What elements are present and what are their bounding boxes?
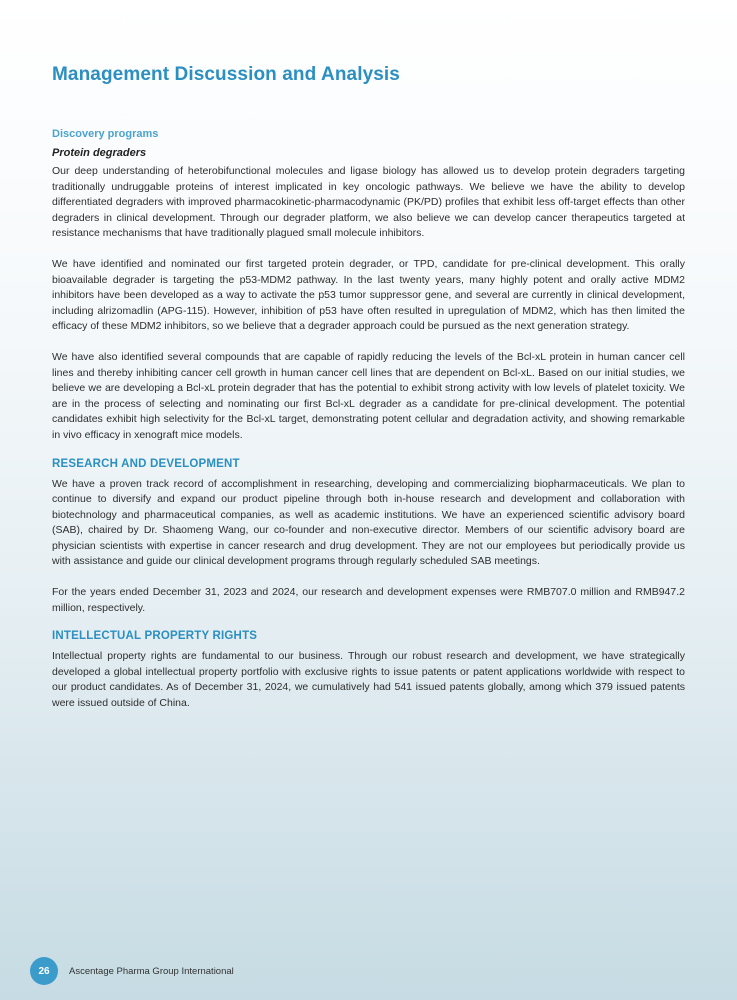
research-paragraph: We have a proven track record of accomplishment in researching, developing and commercializing biopharmaceuticals. We plan to continue to diversify and expand our product pipeline through both in-house research and development and collaboration with biotechnology and pharmaceutical companies, as well as academic institutions. We have an experienced scientific advisory board (SAB), chaired by Dr. Shaomeng Wang, our co-founder and non-executive director. Members of our scientific advisory board are physician scientists with expertise in cancer research and drug development. They are not our employees but periodically provide us with assistance and guide our clinical development programs through regularly scheduled SAB meetings. <box>52 477 685 568</box>
ip-paragraph: Intellectual property rights are fundamental to our business. Through our robust research and development, we have strategically developed a global intellectual property portfolio with exclusive rights to issue patents or patent applications worldwide with respect to our product candidates. As of December 31, 2024, we cumulatively had 541 issued patents globally, among which 379 issued patents were issued outside of China. <box>52 650 685 710</box>
research-paragraph: For the years ended December 31, 2023 and 2024, our research and development expenses were RMB707.0 million and RMB947.2 million, respectively. <box>52 586 685 614</box>
main-content <box>52 127 685 727</box>
page-title: Management Discussion and Analysis <box>52 64 400 85</box>
discovery-paragraph: We have also identified several compounds that are capable of rapidly reducing the levels of the Bcl-xL protein in human cancer cell lines and thereby inhibiting cancer cell growth in human cancer cell lines that are dependent on Bcl-xL. Based on our initial studies, we believe we are developing a Bcl-xL protein degrader that has the potential to exhibit strong activity with low levels of platelet toxicity. We are in the process of selecting and nominating our first Bcl-xL degrader as a candidate for pre-clinical development. The potential candidates exhibit high selectivity for the Bcl-xL target, demonstrating potent cellular and degradation activity, and showing remarkable in vivo efficacy in xenograft mice models. <box>52 350 685 441</box>
page-number-badge: 26 <box>30 957 58 985</box>
footer-company-name: Ascentage Pharma Group International <box>69 965 234 977</box>
discovery-paragraph: Our deep understanding of heterobifunctional molecules and ligase biology has allowed us to develop protein degraders targeting traditionally undruggable proteins of interest implicated in key oncologic pathways. We believe we have the ability to develop differentiated degraders with improved pharmacokinetic-pharmacodynamic (PK/PD) profiles that exhibit less off-target effects than other degraders in clinical development. Through our degrader platform, we also believe we can develop cancer therapeutics targeted at resistance mechanisms that have traditionally plagued small molecule inhibitors. <box>52 165 685 240</box>
protein-degraders-subheading: Protein degraders <box>52 147 147 159</box>
research-heading: RESEARCH AND DEVELOPMENT <box>52 457 240 470</box>
page-footer <box>30 957 234 985</box>
discovery-paragraph: We have identified and nominated our first targeted protein degrader, or TPD, candidate for pre-clinical development. This orally bioavailable degrader is targeting the p53-MDM2 pathway. In the last twenty years, many highly potent and orally active MDM2 inhibitors have been developed as a way to activate the p53 tumor suppressor gene, and several are currently in clinical development, including alrizomadlin (APG-115). However, inhibition of p53 have often resulted in upregulation of MDM2, which has then limited the efficacy of these MDM2 inhibitors, so we believe that a degrader approach could be pursued as the next generation strategy. <box>52 257 685 333</box>
ip-heading: INTELLECTUAL PROPERTY RIGHTS <box>52 630 258 643</box>
discovery-heading: Discovery programs <box>52 128 159 140</box>
